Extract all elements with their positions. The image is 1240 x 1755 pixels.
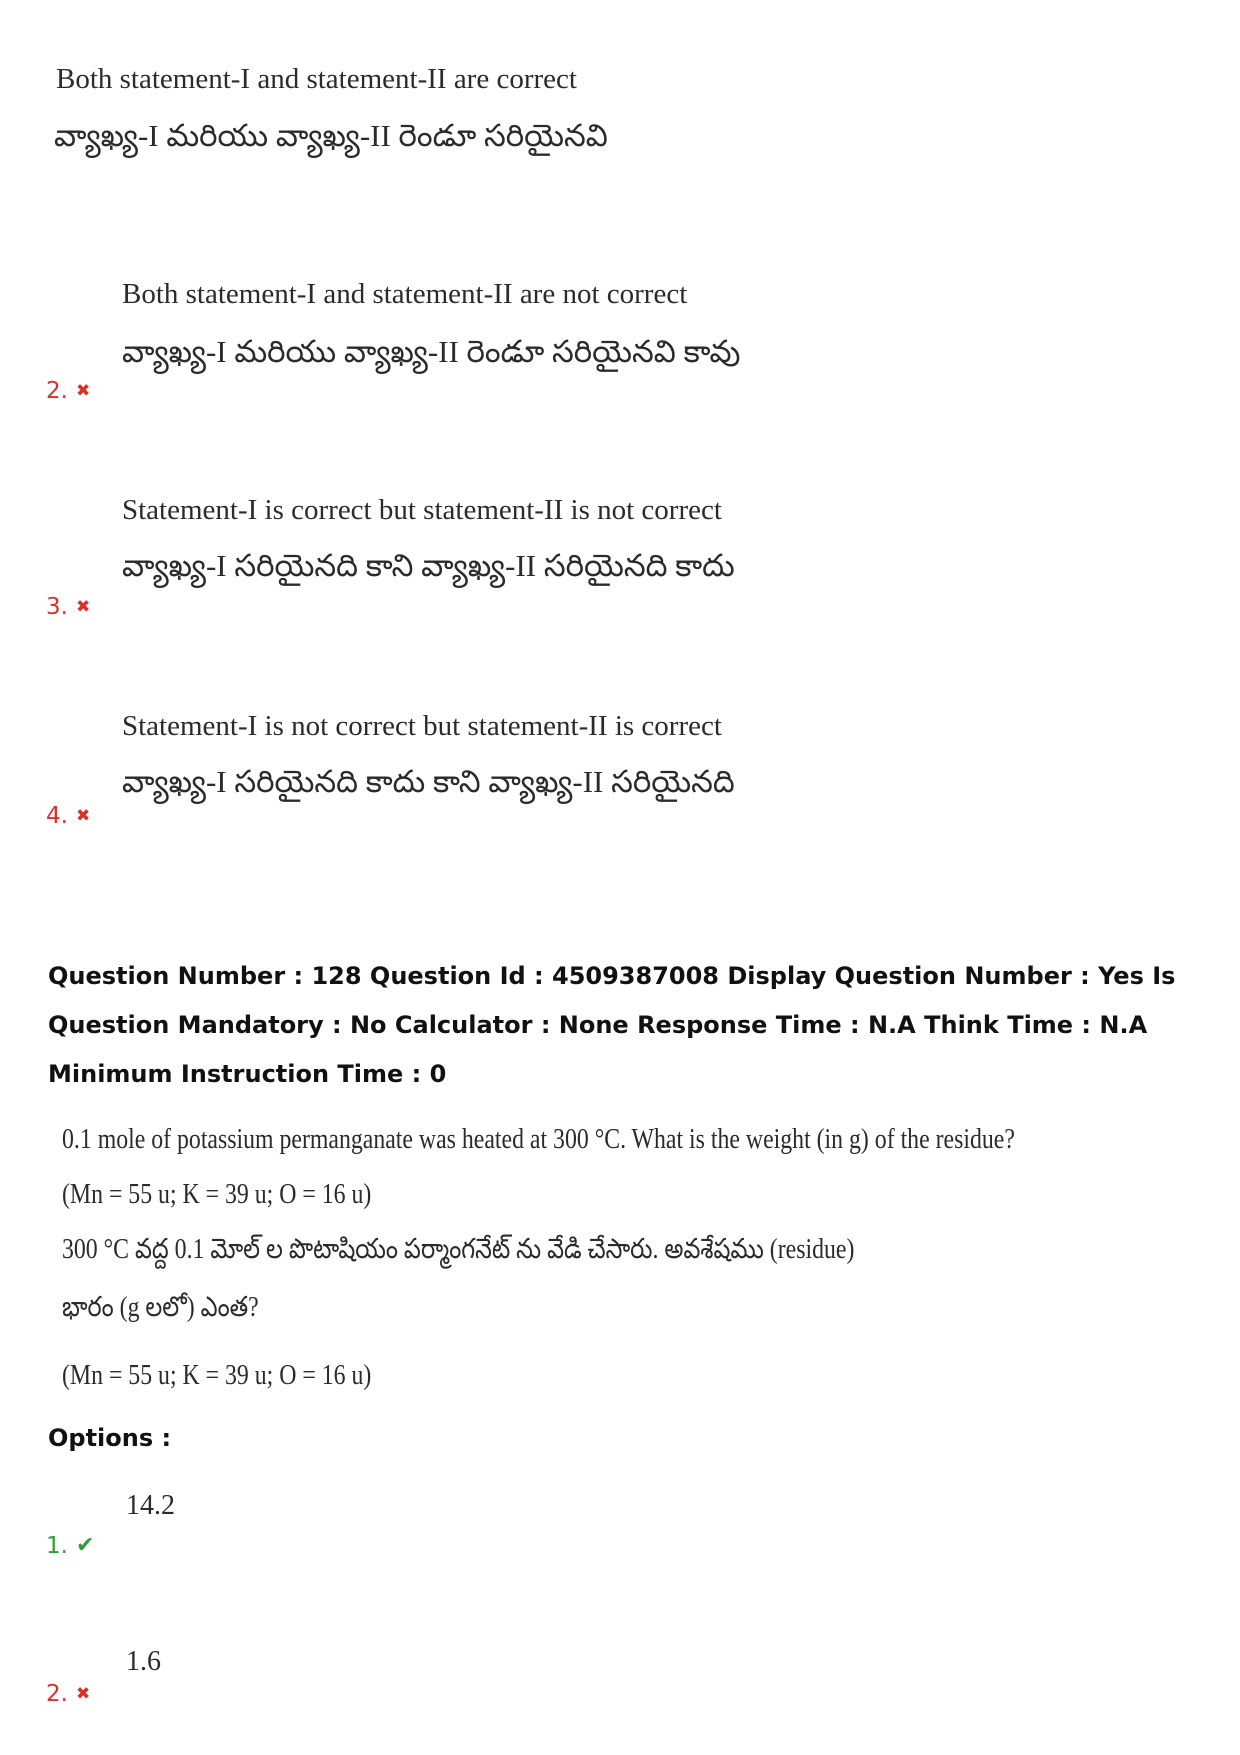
question-text-te-line2: భారం (g లలో) ఎంత?: [62, 1292, 259, 1323]
prev-option-4-text-te: వ్యాఖ్య-I సరియైనది కాదు కాని వ్యాఖ్య-II సరియైనది: [122, 764, 735, 799]
answer-option-2-value: 1.6: [126, 1646, 161, 1677]
option-number: 4.: [46, 803, 68, 829]
prev-option-2-text-te: వ్యాఖ్య-I మరియు వ్యాఖ్య-II రెండూ సరియైనవి కావు: [122, 334, 741, 369]
question-masses-te: (Mn = 55 u; K = 39 u; O = 16 u): [62, 1360, 372, 1391]
option-number: 2.: [46, 1681, 68, 1707]
cross-mark-icon: ✖: [75, 1683, 91, 1704]
options-label: Options :: [48, 1424, 172, 1452]
answer-option-2-marker: [46, 1681, 90, 1707]
prev-option-4-text-en: Statement-I is not correct but statement-II is correct: [122, 710, 722, 742]
prev-option-1-text-en: Both statement-I and statement-II are correct: [56, 63, 577, 95]
cross-mark-icon: ✖: [75, 380, 91, 401]
prev-option-3-text-te: వ్యాఖ్య-I సరియైనది కాని వ్యాఖ్య-II సరియైనది కాదు: [122, 548, 735, 583]
question-text-te-line1: 300 °C వద్ద 0.1 మోల్ ల పొటాషియం పర్మాంగనేట్ ను వేడి చేసారు. అవశేషము (residue): [62, 1234, 855, 1265]
question-masses-en: (Mn = 55 u; K = 39 u; O = 16 u): [62, 1179, 372, 1210]
answer-option-1-value: 14.2: [126, 1490, 175, 1521]
cross-mark-icon: ✖: [75, 805, 91, 826]
option-number: 1.: [46, 1533, 68, 1559]
prev-option-3-text-en: Statement-I is correct but statement-II is not correct: [122, 494, 722, 526]
question-text-en: 0.1 mole of potassium permanganate was heated at 300 °C. What is the weight (in g) of the residue?: [62, 1124, 1015, 1155]
prev-option-4-marker: [46, 803, 90, 829]
prev-option-2-text-en: Both statement-I and statement-II are not correct: [122, 278, 688, 310]
option-number: 3.: [46, 594, 68, 620]
cross-mark-icon: ✖: [75, 596, 91, 617]
prev-option-1-text-te: వ్యాఖ్య-I మరియు వ్యాఖ్య-II రెండూ సరియైనవి: [54, 118, 608, 153]
option-number: 2.: [46, 378, 68, 404]
answer-option-1-marker: [46, 1533, 94, 1559]
prev-option-2-marker: [46, 378, 90, 404]
check-mark-icon: ✔: [75, 1533, 95, 1558]
question-meta: Question Number : 128 Question Id : 4509387008 Display Question Number : Yes Is Question Mandatory : No Calculator : None Response Time : N.A Think Time : N.A Minimum Instruction Time : 0: [48, 962, 1176, 1088]
prev-option-3-marker: [46, 594, 90, 620]
